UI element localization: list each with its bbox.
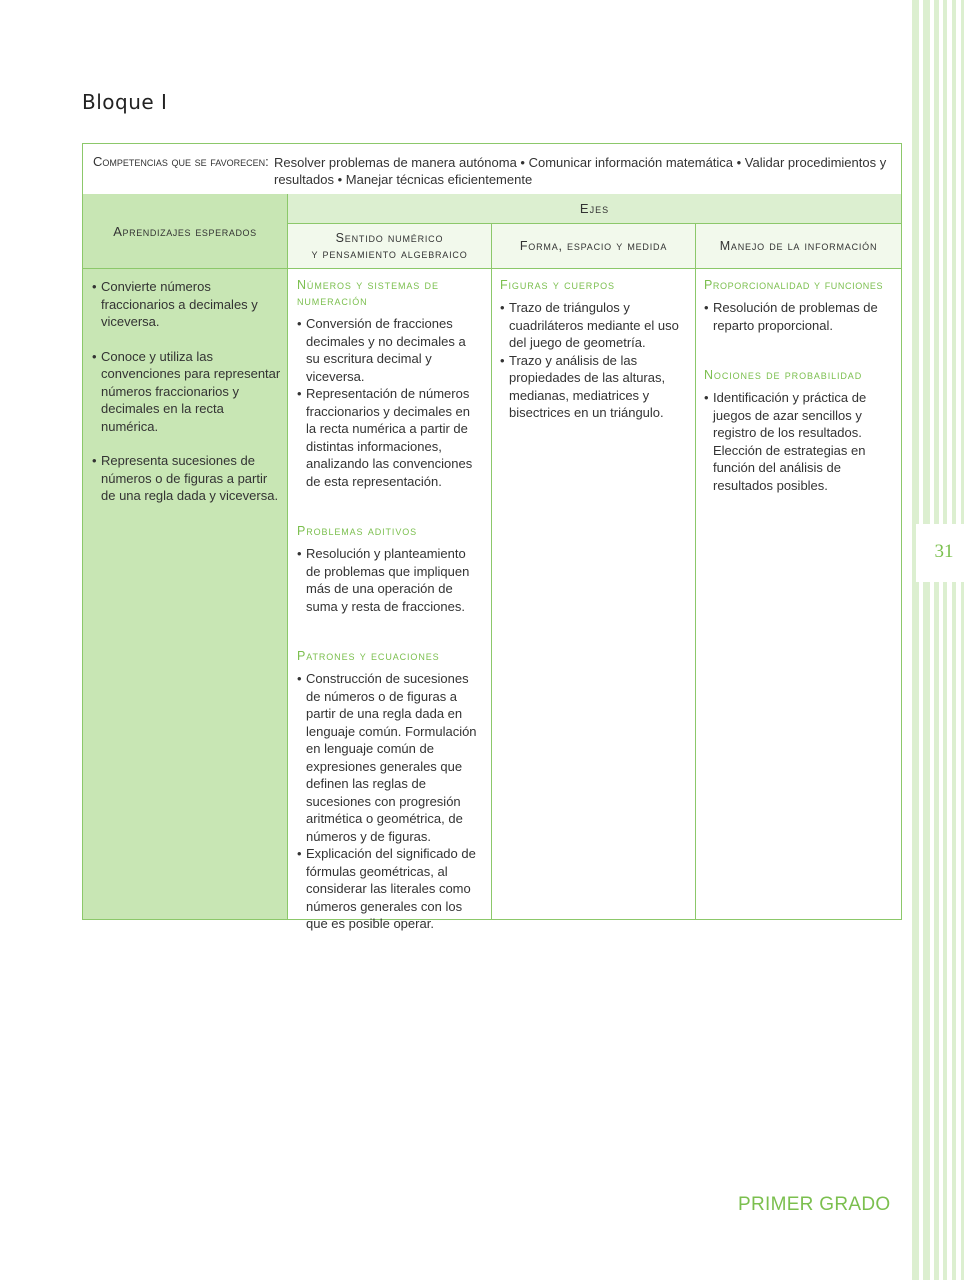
column-divider [695, 224, 696, 919]
sentido-sec2-list [297, 545, 483, 615]
section-title: Números y sistemas de numeración [297, 278, 439, 308]
list-item: • Construcción de sucesiones de números o de figuras a partir de una regla dada en lenguaje común. Formulación en lenguaje común de expresiones generales que definen las reglas de sucesiones con progresión aritmética o geométrica, de números y de figuras. [297, 670, 483, 845]
manejo-sec1-list [704, 299, 894, 334]
list-item: • Convierte números fraccionarios a decimales y viceversa. [92, 278, 282, 331]
sentido-header-line1: Sentido numérico [335, 231, 444, 245]
aprendizajes-header: Aprendizajes esperados [83, 194, 287, 269]
list-item: • Resolución de problemas de reparto proporcional. [704, 299, 894, 334]
sentido-header-line2: y pensamiento algebraico [311, 247, 468, 261]
list-item: • Trazo de triángulos y cuadriláteros mediante el uso del juego de geometría. [500, 299, 686, 352]
list-item: • Conoce y utiliza las convenciones para representar números fraccionarios y decimales en la recta numérica. [92, 348, 282, 436]
list-item: • Identificación y práctica de juegos de azar sencillos y registro de los resultados. Elección de estrategias en función del análisis de resultados posibles. [704, 389, 894, 494]
list-item: • Trazo y análisis de las propiedades de las alturas, medianas, mediatrices y bisectrices en un triángulo. [500, 352, 686, 422]
list-item: • Explicación del significado de fórmulas geométricas, al considerar las literales como números generales con los que es posible operar. [297, 845, 483, 933]
sentido-numerico-header [288, 224, 491, 269]
manejo-informacion-header: Manejo de la información [696, 224, 901, 269]
forma-espacio-header: Forma, espacio y medida [492, 224, 695, 269]
section-title: Patrones y ecuaciones [297, 649, 440, 663]
forma-sec1-list [500, 299, 686, 422]
section-title: Problemas aditivos [297, 524, 418, 538]
list-item: • Resolución y planteamiento de problemas que impliquen más de una operación de suma y resta de fracciones. [297, 545, 483, 615]
footer-grade: PRIMER GRADO [738, 1194, 891, 1215]
curriculum-table [82, 143, 902, 931]
competencias-label: Competencias que se favorecen: [93, 154, 269, 169]
section-title: Proporcionalidad y funciones [704, 278, 884, 292]
section-title: Figuras y cuerpos [500, 278, 615, 292]
aprendizajes-list [92, 278, 282, 505]
competencias-text: Resolver problemas de manera autónoma • Comunicar información matemática • Validar procedimientos y resultados • Manejar técnicas eficientemente [274, 155, 887, 187]
ejes-header: Ejes [288, 194, 901, 224]
sentido-cell [297, 277, 483, 933]
list-item: • Conversión de fracciones decimales y no decimales a su escritura decimal y viceversa. [297, 315, 483, 385]
list-item: • Representa sucesiones de números o de figuras a partir de una regla dada y viceversa. [92, 452, 282, 505]
block-title: Bloque I [82, 90, 168, 114]
sentido-sec3-list [297, 670, 483, 933]
section-title: Nociones de probabilidad [704, 368, 863, 382]
competencias-row [83, 144, 901, 195]
forma-cell [500, 277, 686, 422]
decorative-stripes [912, 0, 972, 1280]
manejo-sec2-list [704, 389, 894, 494]
aprendizajes-cell [92, 278, 282, 505]
manejo-cell [704, 277, 894, 494]
sentido-sec1-list [297, 315, 483, 490]
column-divider [491, 224, 492, 919]
page-number: 31 [934, 541, 954, 562]
list-item: • Representación de números fraccionarios y decimales en la recta numérica a partir de distintas informaciones, analizando las convenciones de esta representación. [297, 385, 483, 490]
